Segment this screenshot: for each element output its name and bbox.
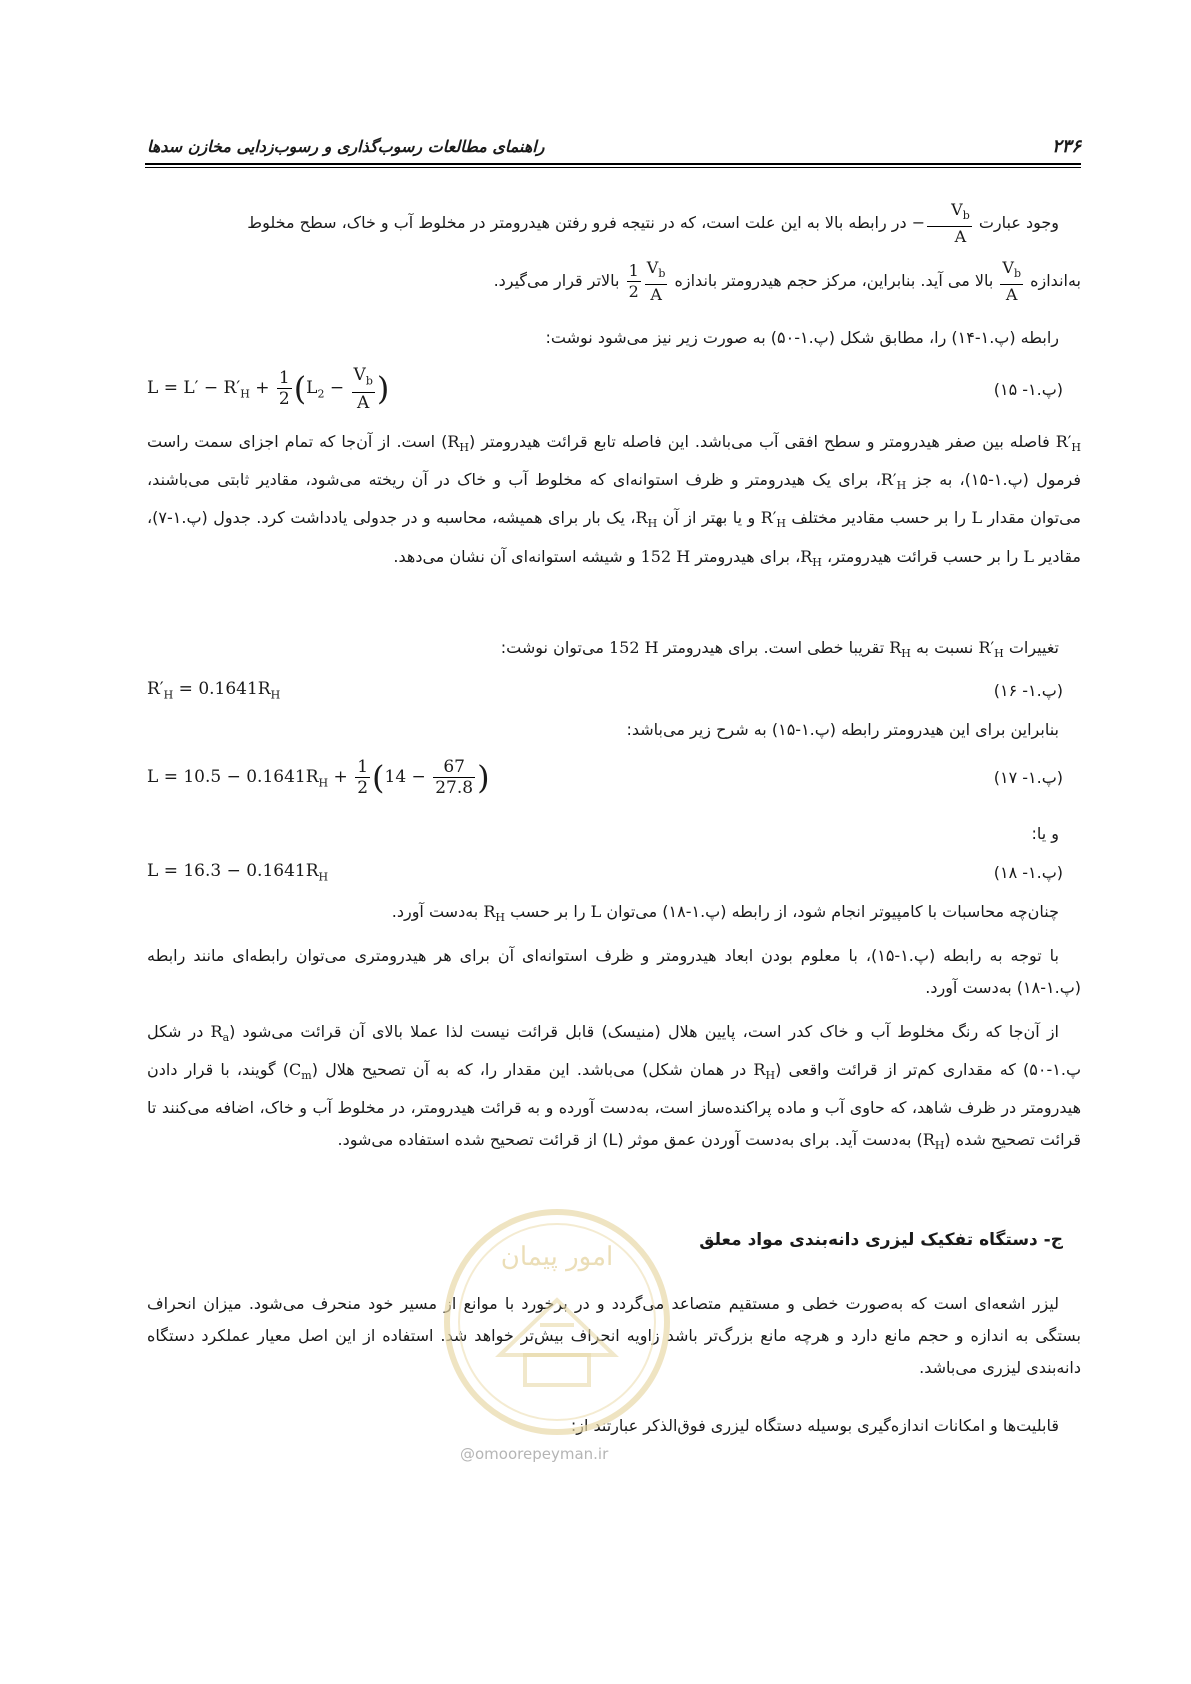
header-rule-thin: [145, 167, 1081, 168]
paragraph-7: چنان‌چه محاسبات با کامپیوتر انجام شود، از رابطه (پ.۱-۱۸) می‌توان L را بر حسب $R_H$ به‌دست آورد.: [391, 902, 1059, 925]
equation-17-number: (پ.۱- ۱۷): [993, 767, 1063, 787]
equation-18-number: (پ.۱- ۱۸): [993, 862, 1063, 882]
paragraph-6: بنابراین برای این هیدرومتر رابطه (پ.۱-۱۵) به شرح زیر می‌باشد:: [626, 720, 1059, 739]
running-title: راهنمای مطالعات رسوب‌گذاری و رسوب‌زدایی مخازن سدها: [147, 136, 545, 156]
paragraph-10: لیزر اشعه‌ای است که به‌صورت خطی و مستقیم متصاعد می‌گردد و در برخورد با موانع از مسیر خود منحرف می‌شود. میزان انحراف بستگی به اندازه و حجم مانع دارد و هرچه مانع بزرگ‌تر باشد زاویه انحراف بیش‌تر خواهد شد. استفاده از این اصل معیار عملکرد دستگاه دانه‌بندی لیزری می‌باشد.: [147, 1294, 1081, 1377]
equation-17: [147, 748, 1081, 806]
paragraph-1: [147, 200, 1081, 247]
paragraph-or: و یا:: [1031, 824, 1059, 843]
equation-18: [147, 850, 1081, 894]
paragraph-2: [147, 258, 1081, 305]
paragraph-5: تغییرات $R'_H$ نسبت به $R_H$ تقریبا خطی است. برای هیدرومتر 152 H می‌توان نوشت:: [500, 638, 1059, 661]
paragraph-3: رابطه (پ.۱-۱۴) را، مطابق شکل (پ.۱-۵۰) به صورت زیر نیز می‌شود نوشت:: [545, 328, 1059, 347]
equation-15-body: $L = L' - R'_H$ + $\frac{1}{2}$ ($L_2$ − $\frac{V_b}{A}$ ): [147, 365, 390, 413]
paragraph-9: از آن‌جا که رنگ مخلوط آب و خاک کدر است، پایین هلال (منیسک) قابل قرائت نیست لذا عملا بالای آن قرائت می‌شود ($R_a$ در شکل پ.۱-۵۰) که مقداری کم‌تر از قرائت واقعی ($R_H$ در همان شکل) می‌باشد. این مقدار را، که به آن تصحیح هلال $(C_m)$ گویند، با قرار دادن هیدرومتر در ظرف شاهد، که حاوی آب و ماده پراکنده‌ساز است، به‌دست آورده و به قرائت هیدرومتر، در مخلوط آب و خاک، اضافه می‌کنند تا قرائت تصحیح شده $(R_H)$ به‌دست آید. برای به‌دست آوردن عمق موثر (L) از قرائت تصحیح شده استفاده می‌شود.: [147, 1022, 1082, 1153]
text: بالا می آید. بنابراین، مرکز حجم هیدرومتر باندازه: [674, 271, 994, 291]
paragraph-8: با توجه به رابطه (پ.۱-۱۵)، با معلوم بودن ابعاد هیدرومتر و ظرف استوانه‌ای آن برای هر هیدرومتری می‌توان رابطه‌ای مانند رابطه (پ.۱-۱۸) به‌دست آورد.: [147, 946, 1081, 997]
equation-17-body: $L = 10.5 - 0.1641R_H$ + $\frac{1}{2}$ (14 − $\frac{67}{27.8}$ ): [147, 756, 490, 798]
equation-15-number: (پ.۱- ۱۵): [993, 379, 1063, 399]
equation-15: [147, 360, 1081, 418]
text: به‌اندازه: [1030, 271, 1081, 291]
watermark-url: @omoorepeyman.ir: [460, 1445, 609, 1463]
equation-16-number: (پ.۱- ۱۶): [993, 680, 1063, 700]
watermark-logo: [440, 1205, 675, 1440]
text: وجود عبارت: [978, 213, 1059, 233]
section-heading: ج- دستگاه تفکیک لیزری دانه‌بندی مواد معلق: [699, 1230, 1063, 1250]
svg-text:امور پیمان: امور پیمان: [500, 1242, 614, 1272]
fraction-vb-over-a: $\frac{V_b}{A}$: [1002, 258, 1022, 305]
at-icon: @: [460, 1445, 475, 1463]
fraction-half-vb-over-a: $\frac{1}{2}$ $\frac{V_b}{A}$: [628, 258, 666, 305]
page-header: [147, 130, 1081, 162]
fraction-vb-over-a: − $\frac{V_b}{A}$: [911, 200, 970, 247]
equation-16: [147, 668, 1081, 712]
text: بالاتر قرار می‌گیرد.: [493, 271, 620, 291]
equation-16-body: $R'_H = 0.1641R_H$: [147, 678, 281, 702]
page-number: ۲۳۶: [1051, 135, 1081, 157]
header-rule-thick: [145, 163, 1081, 165]
paragraph-11: قابلیت‌ها و امکانات اندازه‌گیری بوسیله دستگاه لیزری فوق‌الذکر عبارتند از:: [570, 1416, 1059, 1435]
text: در رابطه بالا به این علت است، که در نتیجه فرو رفتن هیدرومتر در مخلوط آب و خاک، سطح مخلوط: [247, 213, 907, 233]
paragraph-4: $R'_H$ فاصله بین صفر هیدرومتر و سطح افقی آب می‌باشد. این فاصله تابع قرائت هیدرومتر $(R_H)$ است. از آن‌جا که تمام اجزای سمت راست فرمول (پ.۱-۱۵)، به جز $R'_H،$ برای یک هیدرومتر و ظرف استوانه‌ای که مخلوط آب و خاک در آن ریخته می‌شود، مقادیر ثابتی می‌باشند، می‌توان مقدار L را بر حسب مقادیر مختلف $R'_H$ و یا بهتر از آن $R_H،$ یک بار برای همیشه، محاسبه و در جدولی یادداشت کرد. جدول (پ.۱-۷)، مقادیر L را بر حسب قرائت هیدرومتر، $R_H،$ برای هیدرومتر 152 H و شیشه استوانه‌ای آن نشان می‌دهد.: [147, 432, 1082, 569]
equation-18-body: $L = 16.3 - 0.1641R_H$: [147, 860, 329, 884]
